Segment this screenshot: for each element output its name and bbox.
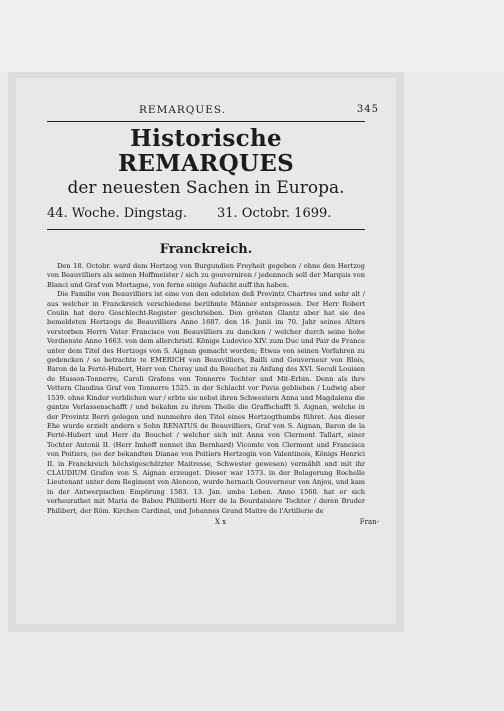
journal-title: Historische REMARQUES [118, 125, 294, 177]
catchword: Fran- [359, 517, 379, 526]
paragraph-1: Den 18. Octobr. ward dem Hertzog von Burgundien Freyheit gegeben / ohne den Hertzog von Beauvilliers als seinen Hoffmeister / sich zu gouverniren / jedennoch soll der Marquis von Blanci und Graf von Mortagne, von ferne einige Aufsicht auff ihn haben. [47, 262, 365, 289]
scan-margin [0, 0, 504, 72]
paragraph-2: Die Familie von Beauvilliers ist eine von den edelsten deß Provintz Chartres und sehr alt / aus welcher in Franckreich verschiedene berühmte Männer entsprossen. Der Herr Robert Coulin hat dero Geschlecht-Register geschrieben. Den grösten Glantz aber hat sie des bemeldeten Hertzogs de Beauvilliers Anno 1687. den 16. Junii im 70. Jahr seines Alters verstorben Herrn Vater Francisco von Beauvilliers zu dancken / welcher durch seine hohe Verdienste Anno 1663. von dem allerchristl. Könige Ludovico XIV. zum Duc und Pair de France unter dem Titel des Hertzogs von S. Aignan gemacht worden; Etwas von seinen Vorfahren zu gedencken / so betrachte te EMERICH von Beauvilliers, Bailli und Gouverneur von Blois, Baron de la Ferté-Hubert, Herr von Cheray und du Bouchet zu Anfang des XVI. Seculi Louisen de Husson-Tonnerre, Caroli Grafens von Tonnerre Tochter und Mit-Erbin. Denn als ihre Vettern Claudius Graf von Tonnerre 1525. in der Schlacht vor Pavia geblieben / Ludwig aber 1539. ohne Kinder verblichen war / erbte sie nebst ihren Schwestern Anna und Magdalena die gantze Verlassenschafft / und bekahm zu ihrem Theile die Graffschafft S. Aignan, welche in der Provintz Berri gelegen und nunmehro den Titel eines Hertzogthumbs führet. Aus dieser Ehe wurde erzielt andern s Sohn RENATUS de Beauvilliers, Graf von S. Aignan, Baron de la Ferté-Hubert und Herr du Bouchet / welcher sich mit Anna von Clermont Tallart, einer Tochter Antonii II. (Herr Imhoff nennet ihn Bernhard) Vicomte von Clermont und Francisca von Poitiers, (so der bekandten Dianae von Poitiers Hertzogin von Valentinois, Königs Henrici II. in Franckreich höchstgeschätzter Maitresse, Schwester gewesen) vermählt und mit ihr CLAUDIUM Grafen von S. Aignan erzeuget. Dieser war 1573. in der Belagerung Rochelle Lieutenant unter dem Regiment von Alencon, wurde hernach Gouverneur von Anjou, und kam in der Antwerpischen Empörung 1583. 13. Jan. umbs Leben. Anno 1560. hat er sich verheurathet mit Maria de Babou Philiberti Herr de la Bourdaisiere Tochter / deren Bruder Philibert, der Röm. Kirchen Cardinal, und Johannes Grand Maitre de l'Artillerie de [47, 290, 365, 515]
signature-mark: X x [215, 517, 227, 526]
issue-week: 44. Woche. Dingstag. [47, 206, 188, 221]
page-footer [47, 516, 379, 528]
running-head-title: REMARQUES. [139, 104, 227, 116]
page-number: 345 [356, 104, 379, 115]
running-header [47, 100, 379, 118]
section-heading: Franckreich. [159, 242, 253, 257]
dateline-rule [47, 229, 365, 230]
header-rule [47, 121, 365, 122]
page-content [47, 100, 379, 528]
issue-date: 31. Octobr. 1699. [217, 206, 332, 221]
issue-dateline [47, 204, 365, 226]
journal-subtitle: der neuesten Sachen in Europa. [67, 178, 345, 198]
